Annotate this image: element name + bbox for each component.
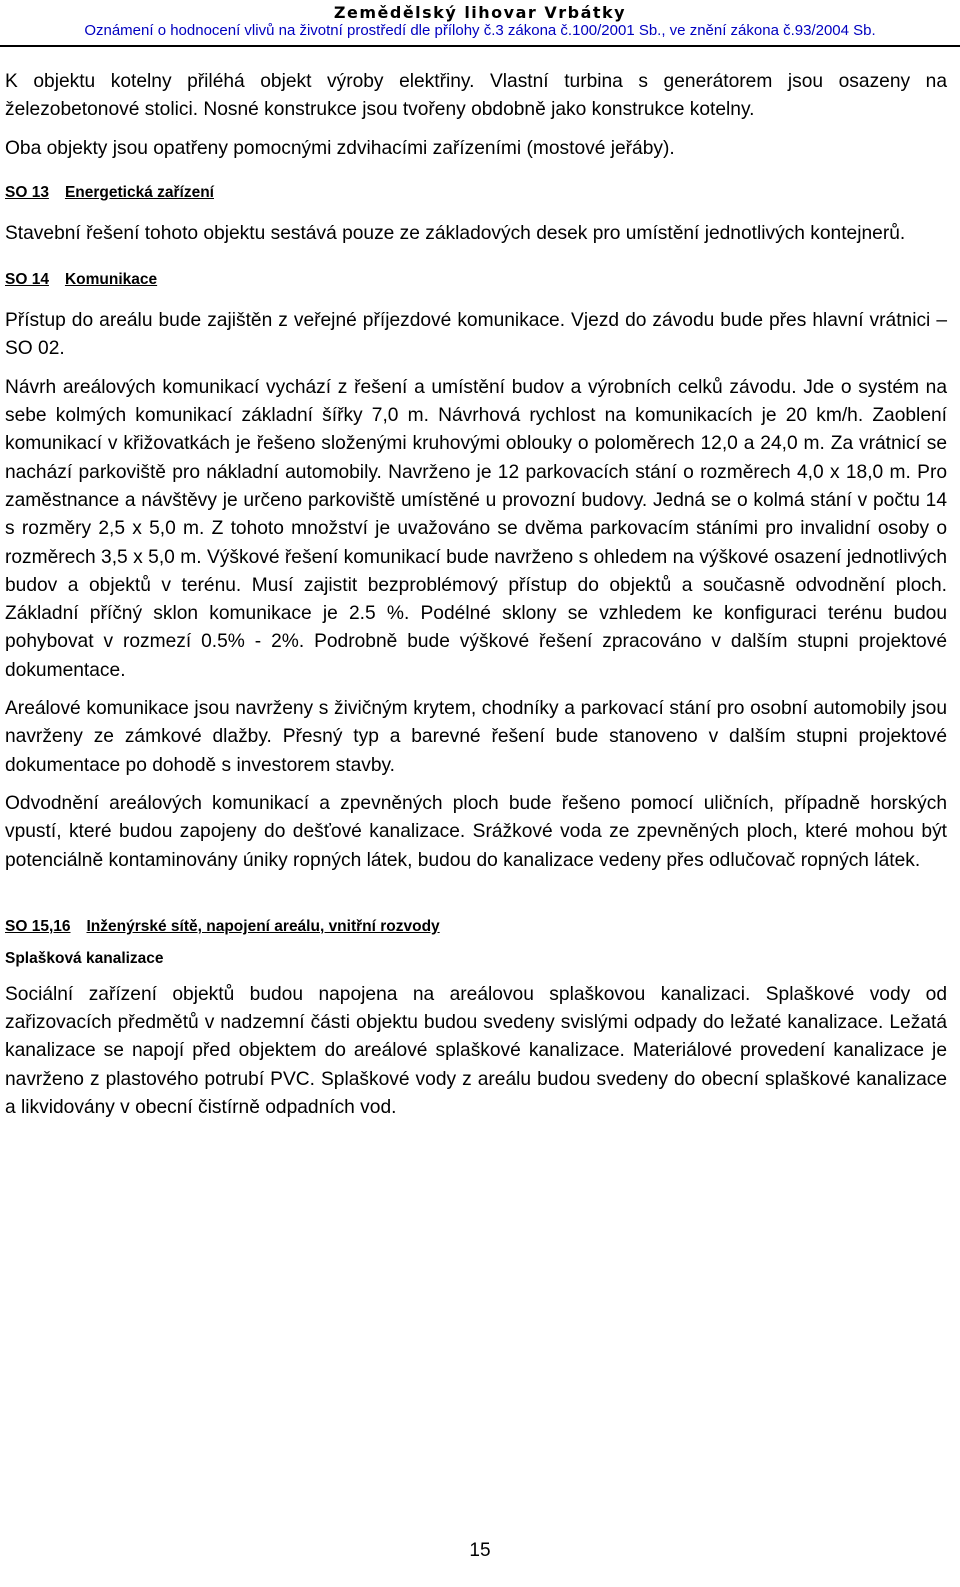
page-number: 15 [469,1540,491,1561]
paragraph: Návrh areálových komunikací vychází z řešení a umístění budov a výrobních celků závodu. Jde o systém na sebe kolmých komunikací základní šířky 7,0 m. Návrhová rychlost na komunikacích je 20 km/h. Zaoblení komunikací v křižovatkách je řešeno složenými kruhovými oblouky o poloměrech 12,0 a 24,0 m. Za vrátnicí se nachází parkoviště pro nákladní automobily. Navrženo je 12 parkovacích stání o rozměrech 4,0 x 18,0 m. Pro zaměstnance a návštěvy je určeno parkoviště umístěné u provozní budovy. Jedná se o kolmá stání v počtu 14 s rozměry 2,5 x 5,0 m. Z tohoto množství je uvažováno se dvěma parkovacím stáními pro invalidní osoby o rozměrech 3,5 x 5,0 m. Výškové řešení komunikací bude navrženo s ohledem na výškové osazení jednotlivých budov a objektů v terénu. Musí zajistit bezproblémový přístup do objektů a současně odvodnění ploch. Základní příčný sklon komunikace je 2.5 %. Podélné sklony se vzhledem ke konfiguraci terénu budou pohybovat v rozmezí 0.5% - 2%. Podrobně bude výškové řešení zpracováno v dalším stupni projektové dokumentace. [5,376,947,681]
section-code: SO 15,16 [5,917,71,935]
section-title: Komunikace [64,271,158,289]
paragraph: Přístup do areálu bude zajištěn z veřejné příjezdové komunikace. Vjezd do závodu bude přes hlavní vrátnici – SO 02. [5,310,947,360]
paragraph: Oba objekty jsou opatřeny pomocnými zdvihacími zařízeními (mostové jeřáby). [5,137,675,159]
section-title: Inženýrské sítě, napojení areálu, vnitřní rozvody [86,917,440,935]
paragraph: Odvodnění areálových komunikací a zpevněných ploch bude řešeno pomocí uličních, případně horských vpustí, které budou zapojeny do dešťové kanalizace. Srážkové voda ze zpevněných ploch, které mohou být potenciálně kontaminovány úniky ropných látek, budou do kanalizace vedeny přes odlučovač ropných látek. [5,792,947,871]
page-header [0,0,960,40]
header-title: Zemědělský lihovar Vrbátky [333,3,627,22]
section-heading-so13 [5,183,947,203]
section-code: SO 13 [5,183,49,201]
header-subtitle: Oznámení o hodnocení vlivů na životní prostředí dle přílohy č.3 zákona č.100/2001 Sb., ve znění zákona č.93/2004 Sb. [84,22,876,39]
paragraph: K objektu kotelny přiléhá objekt výroby elektřiny. Vlastní turbina s generátorem jsou osazeny na železobetonové stolici. Nosné konstrukce jsou tvořeny obdobně jako konstrukce kotelny. [5,71,947,121]
header-rule [0,45,960,47]
section-heading-so1516 [5,917,947,937]
subsection-title: Splašková kanalizace [5,949,164,967]
paragraph: Areálové komunikace jsou navrženy s živičným krytem, chodníky a parkovací stání pro osobní automobily jsou navrženy ze zámkové dlažby. Přesný typ a barevné řešení bude stanoveno v dalším stupni projektové dokumentace po dohodě s investorem stavby. [5,698,947,776]
paragraph: Stavební řešení tohoto objektu sestává pouze ze základových desek pro umístění jednotlivých kontejnerů. [5,222,906,244]
paragraph: Sociální zařízení objektů budou napojena na areálovou splaškovou kanalizaci. Splaškové vody od zařizovacích předmětů v nadzemní části objektu budou svedeny svislými odpady do ležaté kanalizace. Ležatá kanalizace se napojí před objektem do areálové splaškové kanalizace. Materiálové provedení kanalizace je navrženo z plastového potrubí PVC. Splaškové vody z areálu budou svedeny do obecní splaškové kanalizace a likvidovány v obecní čistírně odpadních vod. [5,983,947,1119]
section-title: Energetická zařízení [64,183,214,201]
section-code: SO 14 [5,271,49,289]
section-heading-so14 [5,270,947,290]
document-body [5,68,947,1122]
